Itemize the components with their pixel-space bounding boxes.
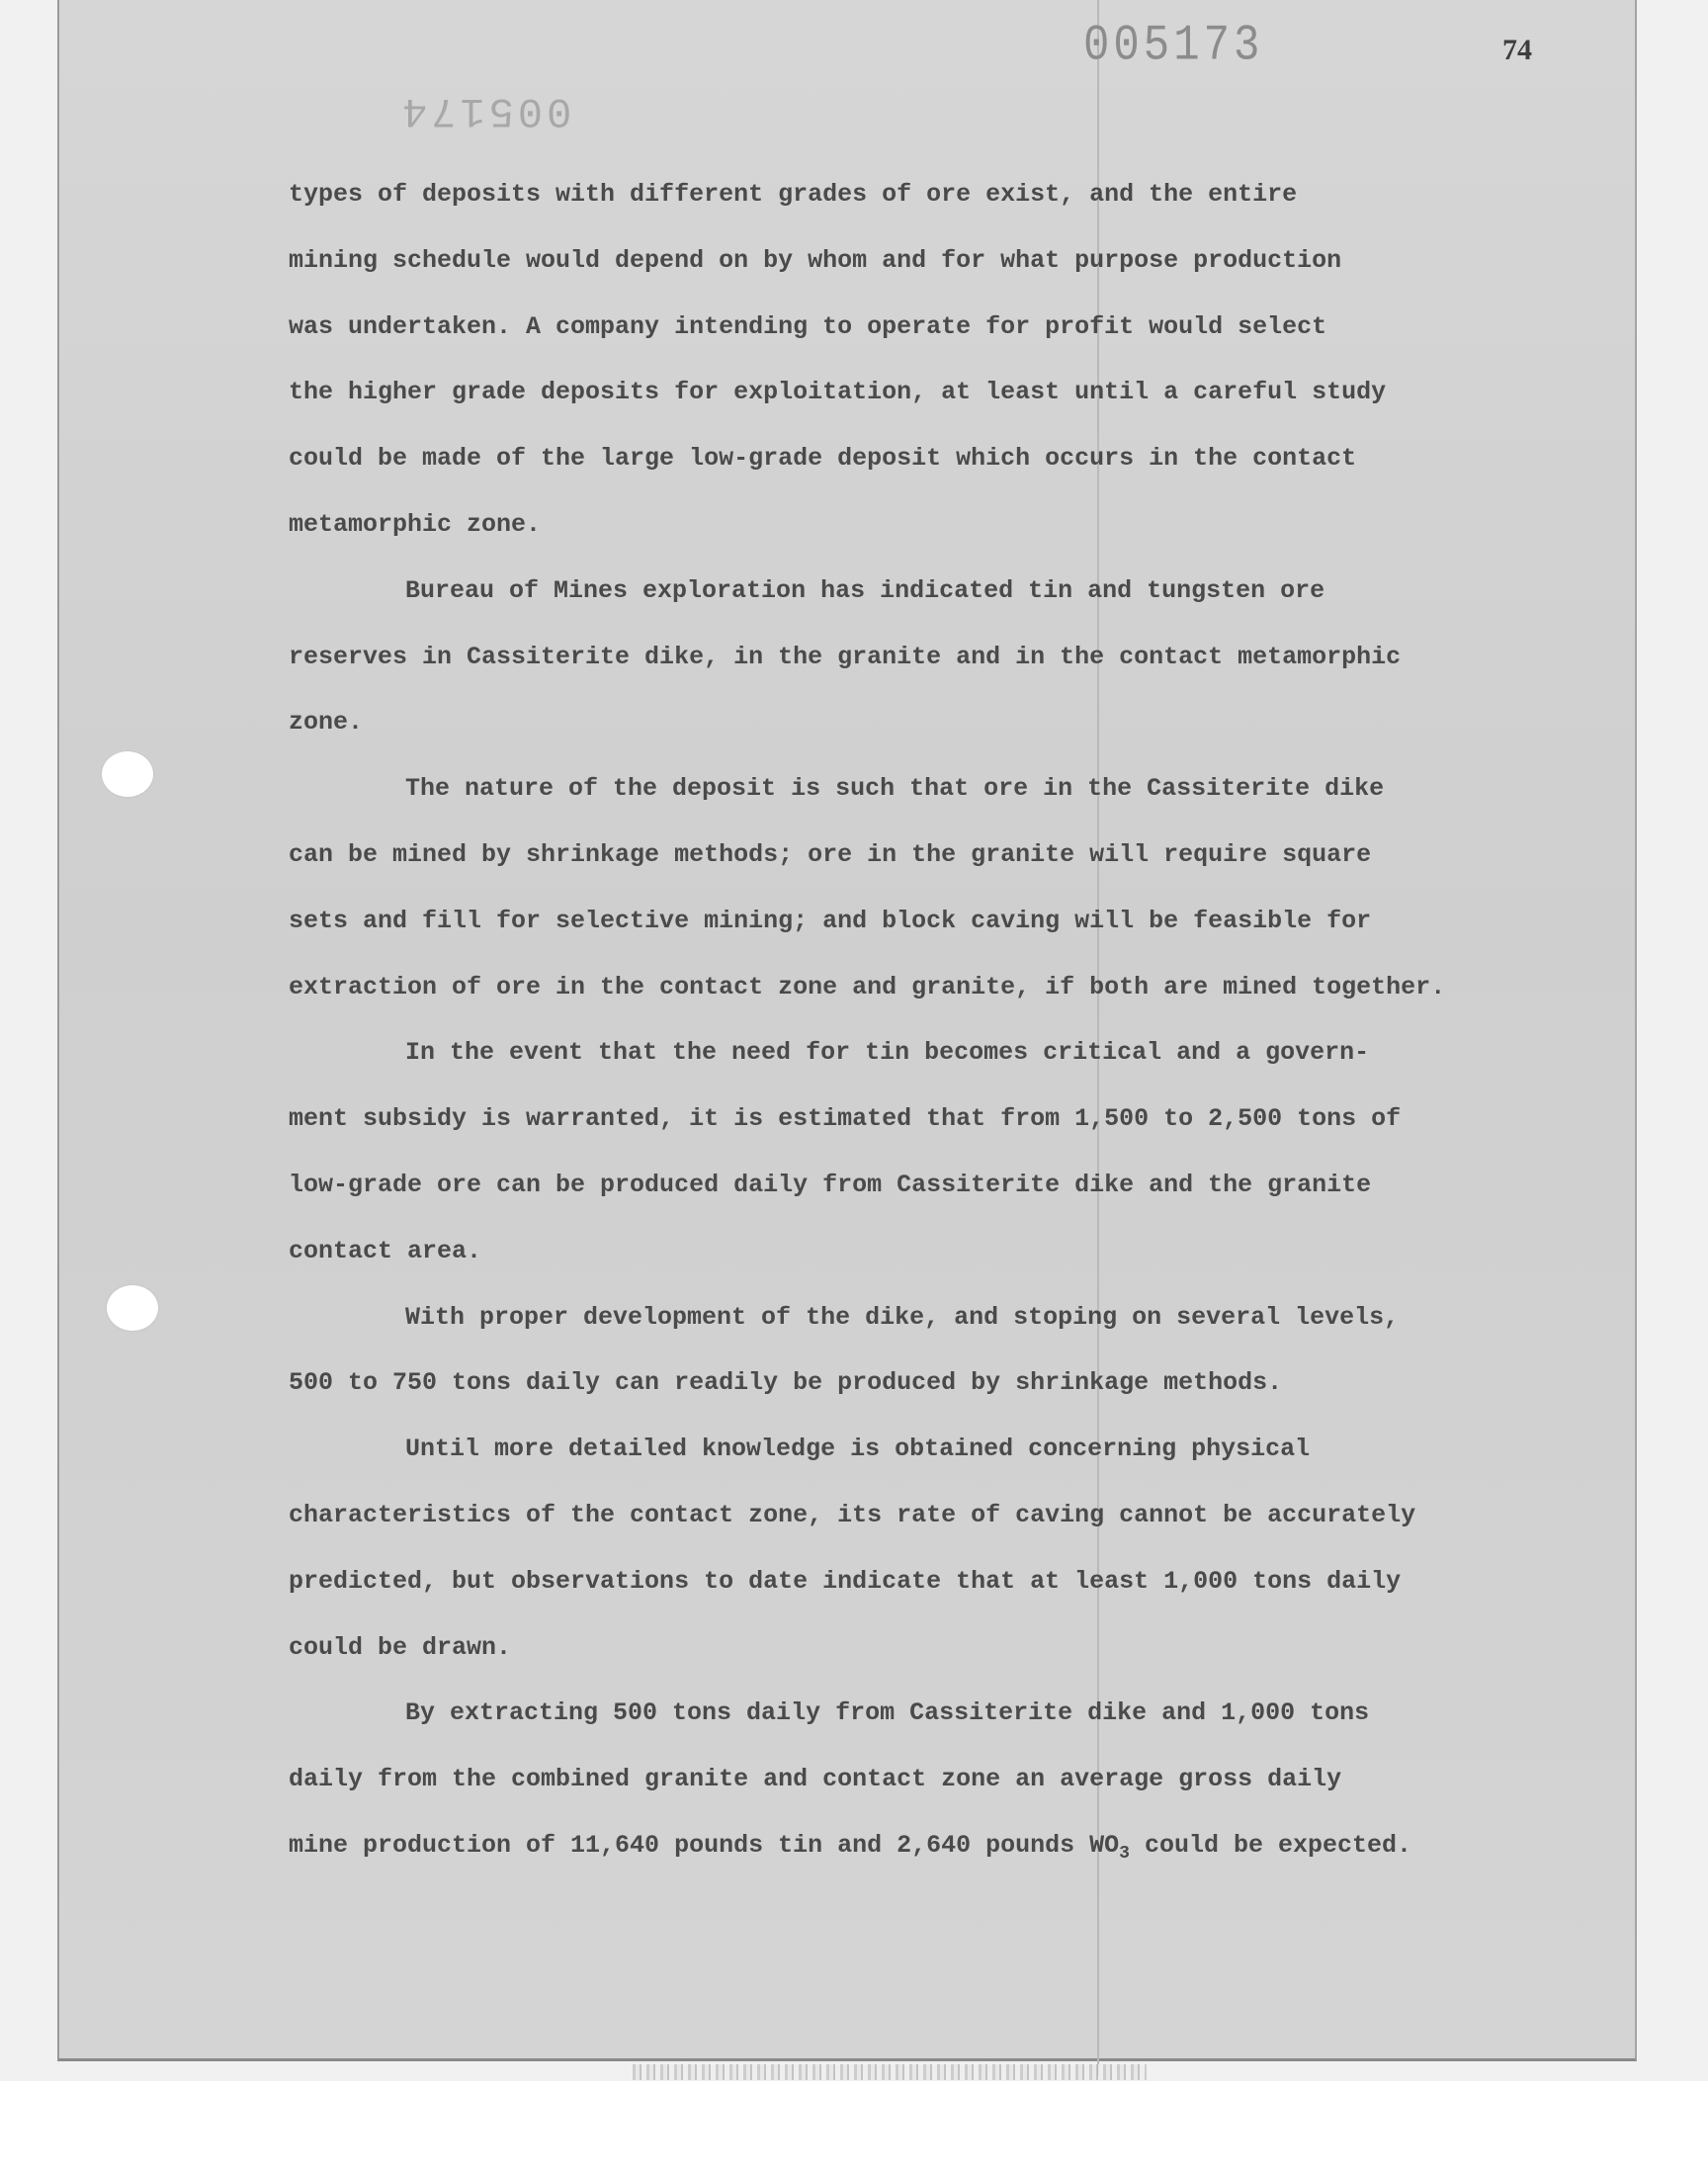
paragraph-first-line: Bureau of Mines exploration has indicated tin and tungsten ore — [405, 575, 1325, 605]
text-line: could be drawn. — [289, 1632, 512, 1662]
text-line: low-grade ore can be produced daily from Cassiterite dike and the granite — [289, 1170, 1372, 1199]
text-fragment: could be expected. — [1129, 1830, 1411, 1860]
text-line: could be made of the large low-grade deposit which occurs in the contact — [289, 444, 1357, 474]
document-stamp-number-inverted: 005174 — [398, 87, 572, 134]
text-line: can be mined by shrinkage methods; ore in the granite will require square — [289, 839, 1372, 869]
text-line: extraction of ore in the contact zone and granite, if both are mined together. — [289, 972, 1446, 1001]
text-line: metamorphic zone. — [289, 509, 542, 539]
scan-artifact-streak — [633, 2064, 1147, 2080]
paragraph-first-line: Until more detailed knowledge is obtained concerning physical — [405, 1435, 1311, 1464]
paragraph-first-line: With proper development of the dike, and stoping on several levels, — [405, 1302, 1400, 1332]
chemical-subscript: 3 — [1119, 1843, 1130, 1864]
punch-hole-lower — [107, 1285, 158, 1331]
paragraph-first-line: In the event that the need for tin becomes critical and a govern- — [405, 1038, 1370, 1068]
paragraph-first-line: The nature of the deposit is such that ore in the Cassiterite dike — [405, 774, 1385, 804]
document-body — [289, 162, 1583, 1879]
text-line: contact area. — [289, 1236, 482, 1265]
text-line: the higher grade deposits for exploitation, at least until a careful study — [289, 378, 1387, 407]
text-line: ment subsidy is warranted, it is estimated that from 1,500 to 2,500 tons of — [289, 1104, 1402, 1134]
text-line-with-formula — [289, 1813, 1583, 1879]
text-line: predicted, but observations to date indicate that at least 1,000 tons daily — [289, 1566, 1402, 1596]
text-line: was undertaken. A company intending to operate for profit would select — [289, 311, 1327, 341]
text-line: 500 to 750 tons daily can readily be produced by shrinkage methods. — [289, 1368, 1283, 1398]
text-line: characteristics of the contact zone, its rate of caving cannot be accurately — [289, 1500, 1416, 1529]
text-line: sets and fill for selective mining; and block caving will be feasible for — [289, 906, 1372, 935]
text-line: daily from the combined granite and contact zone an average gross daily — [289, 1765, 1342, 1794]
text-line: mining schedule would depend on by whom and for what purpose production — [289, 245, 1342, 275]
punch-hole-upper — [102, 751, 153, 797]
text-line: reserves in Cassiterite dike, in the granite and in the contact metamorphic — [289, 642, 1402, 671]
text-line: types of deposits with different grades of ore exist, and the entire — [289, 180, 1298, 209]
page-number: 74 — [1502, 34, 1532, 66]
text-line: zone. — [289, 708, 364, 738]
paragraph-first-line: By extracting 500 tons daily from Cassiterite dike and 1,000 tons — [405, 1698, 1370, 1728]
text-fragment: mine production of 11,640 pounds tin and 2,640 pounds WO — [289, 1830, 1120, 1860]
document-stamp-number: 005173 — [1083, 18, 1264, 75]
